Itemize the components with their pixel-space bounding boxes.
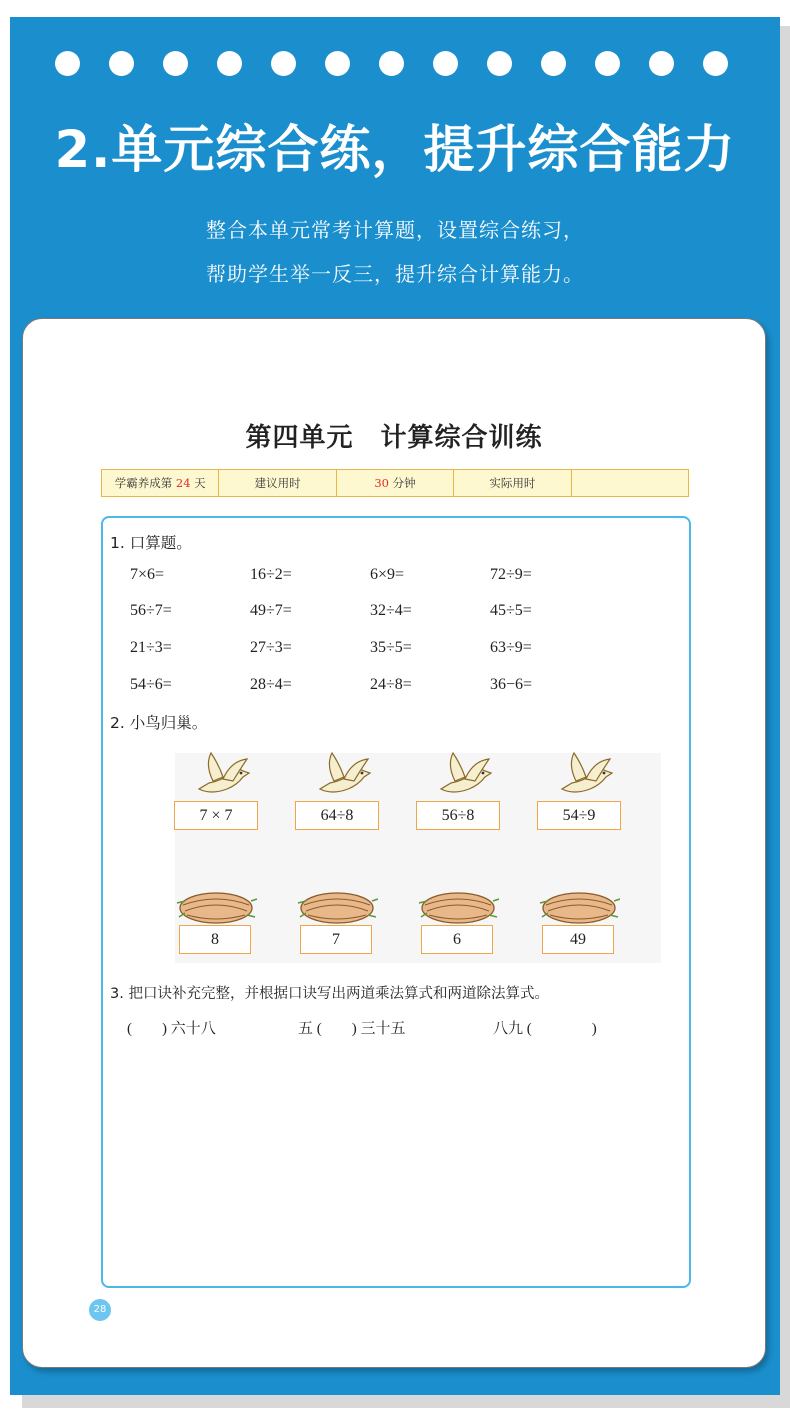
headline: 2.单元综合练，提升综合能力 [54,121,736,180]
day-cell [102,470,219,496]
day-prefix: 学霸养成第 [114,476,173,490]
suggested-time-cell [337,470,454,496]
binder-hole [703,51,728,76]
binder-hole [271,51,296,76]
binder-hole [487,51,512,76]
binder-hole [55,51,80,76]
binder-hole [379,51,404,76]
suggested-minutes: 30 [374,476,389,490]
info-bar [101,469,689,497]
binder-hole [541,51,566,76]
bird-icon [312,751,374,801]
binder-hole [595,51,620,76]
calc-item: 45÷5= [490,602,532,619]
calc-item: 49÷7= [250,602,292,619]
bird-icon [433,751,495,801]
nest-number-box: 6 [421,925,493,954]
calc-item: 27÷3= [250,639,292,656]
binder-hole [109,51,134,76]
calc-item: 35÷5= [370,639,412,656]
nest-number-box: 8 [179,925,251,954]
day-suffix: 天 [194,476,206,490]
nest-icon [175,889,257,927]
bird-expression-box: 7 × 7 [174,801,258,830]
binder-hole [217,51,242,76]
q1-title: 1. 口算题。 [110,534,192,552]
nest-icon [538,889,620,927]
minutes-unit: 分钟 [392,476,416,490]
calc-item: 6×9= [370,566,405,583]
bird-expression-box: 56÷8 [416,801,500,830]
nest-number-box: 49 [542,925,614,954]
calc-item: 72÷9= [490,566,532,583]
calc-item: 54÷6= [130,676,172,693]
binder-hole [325,51,350,76]
subtitle-line-2: 帮助学生举一反三，提升综合计算能力。 [206,262,584,286]
day-number: 24 [175,476,191,490]
calc-item: 21÷3= [130,639,172,656]
nest-icon [296,889,378,927]
binder-holes [55,51,745,77]
calc-item: 36−6= [490,676,533,693]
actual-label: 实际用时 [454,470,571,496]
bird-icon [191,751,253,801]
actual-time-field[interactable] [572,470,688,496]
q3-title: 3. 把口诀补充完整，并根据口诀写出两道乘法算式和两道除法算式。 [110,986,549,1002]
page-number-badge: 28 [89,1299,111,1321]
subtitle-line-1: 整合本单元常考计算题，设置综合练习， [206,218,584,242]
calc-item: 16÷2= [250,566,292,583]
page-title: 第四单元 计算综合训练 [245,423,543,453]
q3-item: 五 ( ) 三十五 [298,1021,406,1037]
bird-expression-box: 64÷8 [295,801,379,830]
binder-hole [433,51,458,76]
binder-hole [649,51,674,76]
nest-icon [417,889,499,927]
q3-item: ( ) 六十八 [127,1021,216,1037]
q3-item: 八九 ( ) [493,1021,597,1037]
binder-hole [163,51,188,76]
q2-title: 2. 小鸟归巢。 [110,714,208,732]
calc-item: 56÷7= [130,602,172,619]
bird-icon [554,751,616,801]
calc-item: 24÷8= [370,676,412,693]
bird-expression-box: 54÷9 [537,801,621,830]
nest-number-box: 7 [300,925,372,954]
calc-item: 7×6= [130,566,165,583]
calc-item: 32÷4= [370,602,412,619]
calc-item: 28÷4= [250,676,292,693]
calc-item: 63÷9= [490,639,532,656]
worksheet-page [22,318,766,1368]
suggested-label: 建议用时 [219,470,336,496]
